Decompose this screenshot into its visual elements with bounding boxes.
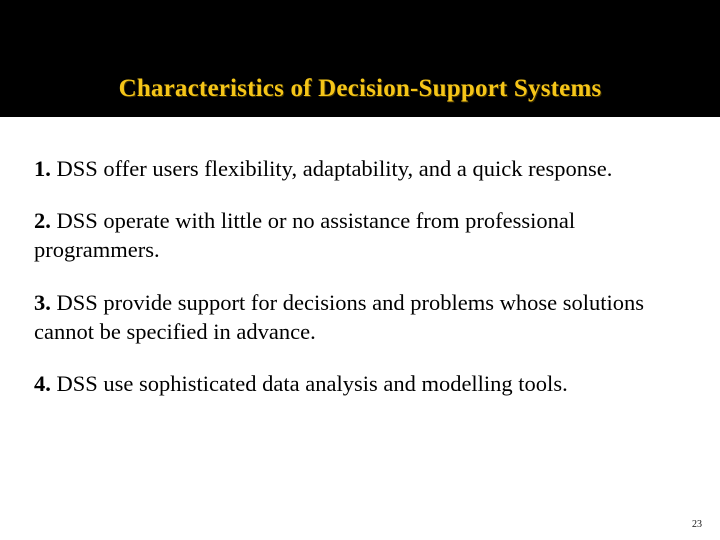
slide-body <box>34 131 706 420</box>
list-item-number: 2. <box>34 207 51 233</box>
list-item <box>34 369 702 399</box>
page-number: 23 <box>692 519 702 530</box>
list-item <box>34 288 702 347</box>
list-item-number: 1. <box>34 155 51 181</box>
list-item-number: 3. <box>34 289 51 315</box>
list-item-text: DSS provide support for decisions and problems whose solutions cannot be specified in advance. <box>34 289 644 345</box>
page-title: Characteristics of Decision-Support Systems <box>118 75 602 102</box>
list-item-number: 4. <box>34 371 51 397</box>
list-item <box>34 206 702 265</box>
list-item-text: DSS offer users flexibility, adaptability, and a quick response. <box>50 155 613 181</box>
list-item-text: DSS operate with little or no assistance from professional programmers. <box>34 207 576 263</box>
list-item-text: DSS use sophisticated data analysis and modelling tools. <box>50 371 568 397</box>
list-item <box>34 154 702 184</box>
